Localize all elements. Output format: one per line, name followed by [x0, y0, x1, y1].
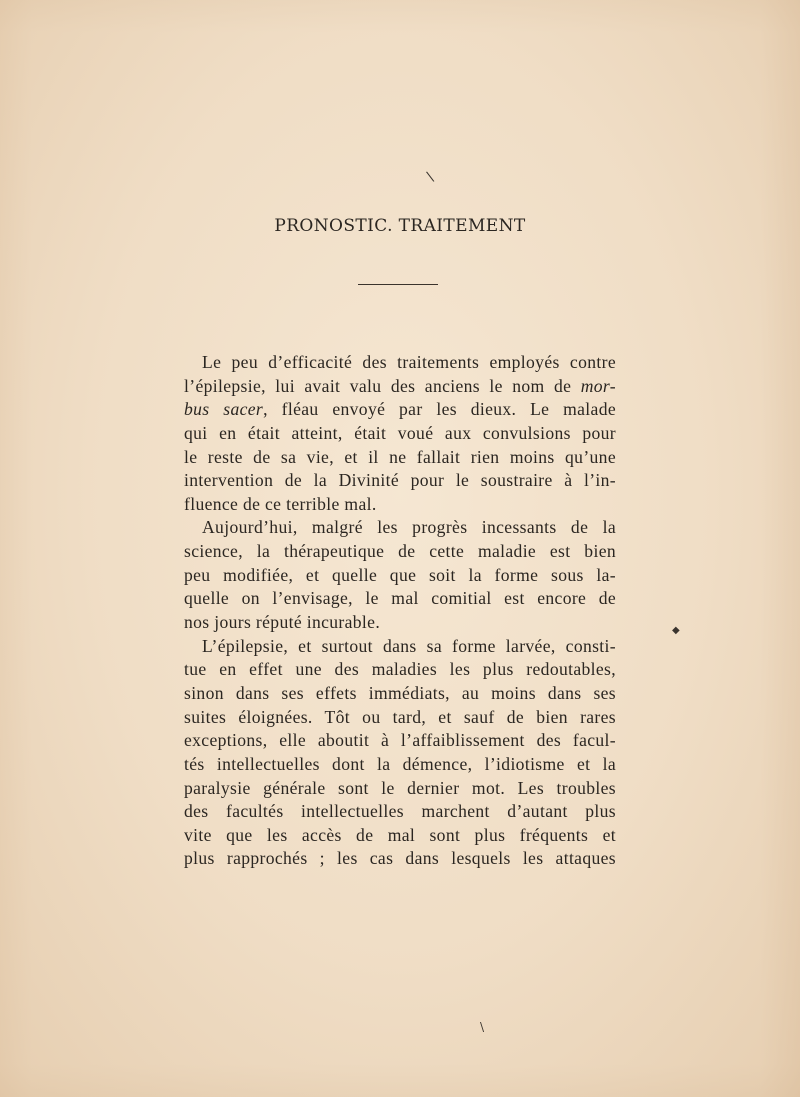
- text-line: l’épilepsie, lui avait valu des anciens le nom de mor-: [184, 375, 616, 396]
- ink-speck: \: [425, 168, 436, 186]
- text-line: des facultés intellectuelles marchent d’autant plus: [184, 801, 616, 822]
- text-line: tés intellectuelles dont la démence, l’idiotisme et la: [184, 753, 616, 774]
- text-line: intervention de la Divinité pour le soustraire à l’in-: [184, 470, 616, 491]
- ink-speck: ◆: [672, 625, 680, 636]
- text-line: tue en effet une des maladies les plus redoutables,: [184, 659, 616, 680]
- text-line: L’épilepsie, et surtout dans sa forme larvée, consti-: [202, 635, 616, 656]
- ink-speck: \: [480, 1020, 485, 1034]
- text-line: science, la thérapeutique de cette maladie est bien: [184, 541, 616, 562]
- text-line: paralysie générale sont le dernier mot. Les troubles: [184, 777, 616, 798]
- body-text: [184, 351, 616, 871]
- chapter-heading: PRONOSTIC. TRAITEMENT: [274, 216, 526, 236]
- text-line: fluence de ce terrible mal.: [184, 493, 377, 514]
- text-line: Aujourd’hui, malgré les progrès incessants de la: [202, 517, 616, 538]
- text-line: nos jours réputé incurable.: [184, 612, 381, 633]
- text-line: vite que les accès de mal sont plus fréquents et: [184, 824, 616, 845]
- text-line: le reste de sa vie, et il ne fallait rien moins qu’une: [184, 446, 616, 467]
- text-line: exceptions, elle aboutit à l’affaiblissement des facul-: [184, 730, 616, 751]
- text-line: quelle on l’envisage, le mal comitial est encore de: [184, 588, 616, 609]
- text-line: sinon dans ses effets immédiats, au moins dans ses: [184, 682, 616, 703]
- text-line: peu modifiée, et quelle que soit la forme sous la-: [184, 564, 616, 585]
- text-line: Le peu d’efficacité des traitements employés contre: [202, 352, 616, 372]
- text-line: qui en était atteint, était voué aux convulsions pour: [184, 422, 616, 443]
- text-line: bus sacer, fléau envoyé par les dieux. Le malade: [184, 399, 616, 420]
- text-line: suites éloignées. Tôt ou tard, et sauf de bien rares: [184, 706, 616, 727]
- heading-rule: [358, 284, 438, 285]
- text-line: plus rapprochés ; les cas dans lesquels les attaques: [184, 848, 616, 869]
